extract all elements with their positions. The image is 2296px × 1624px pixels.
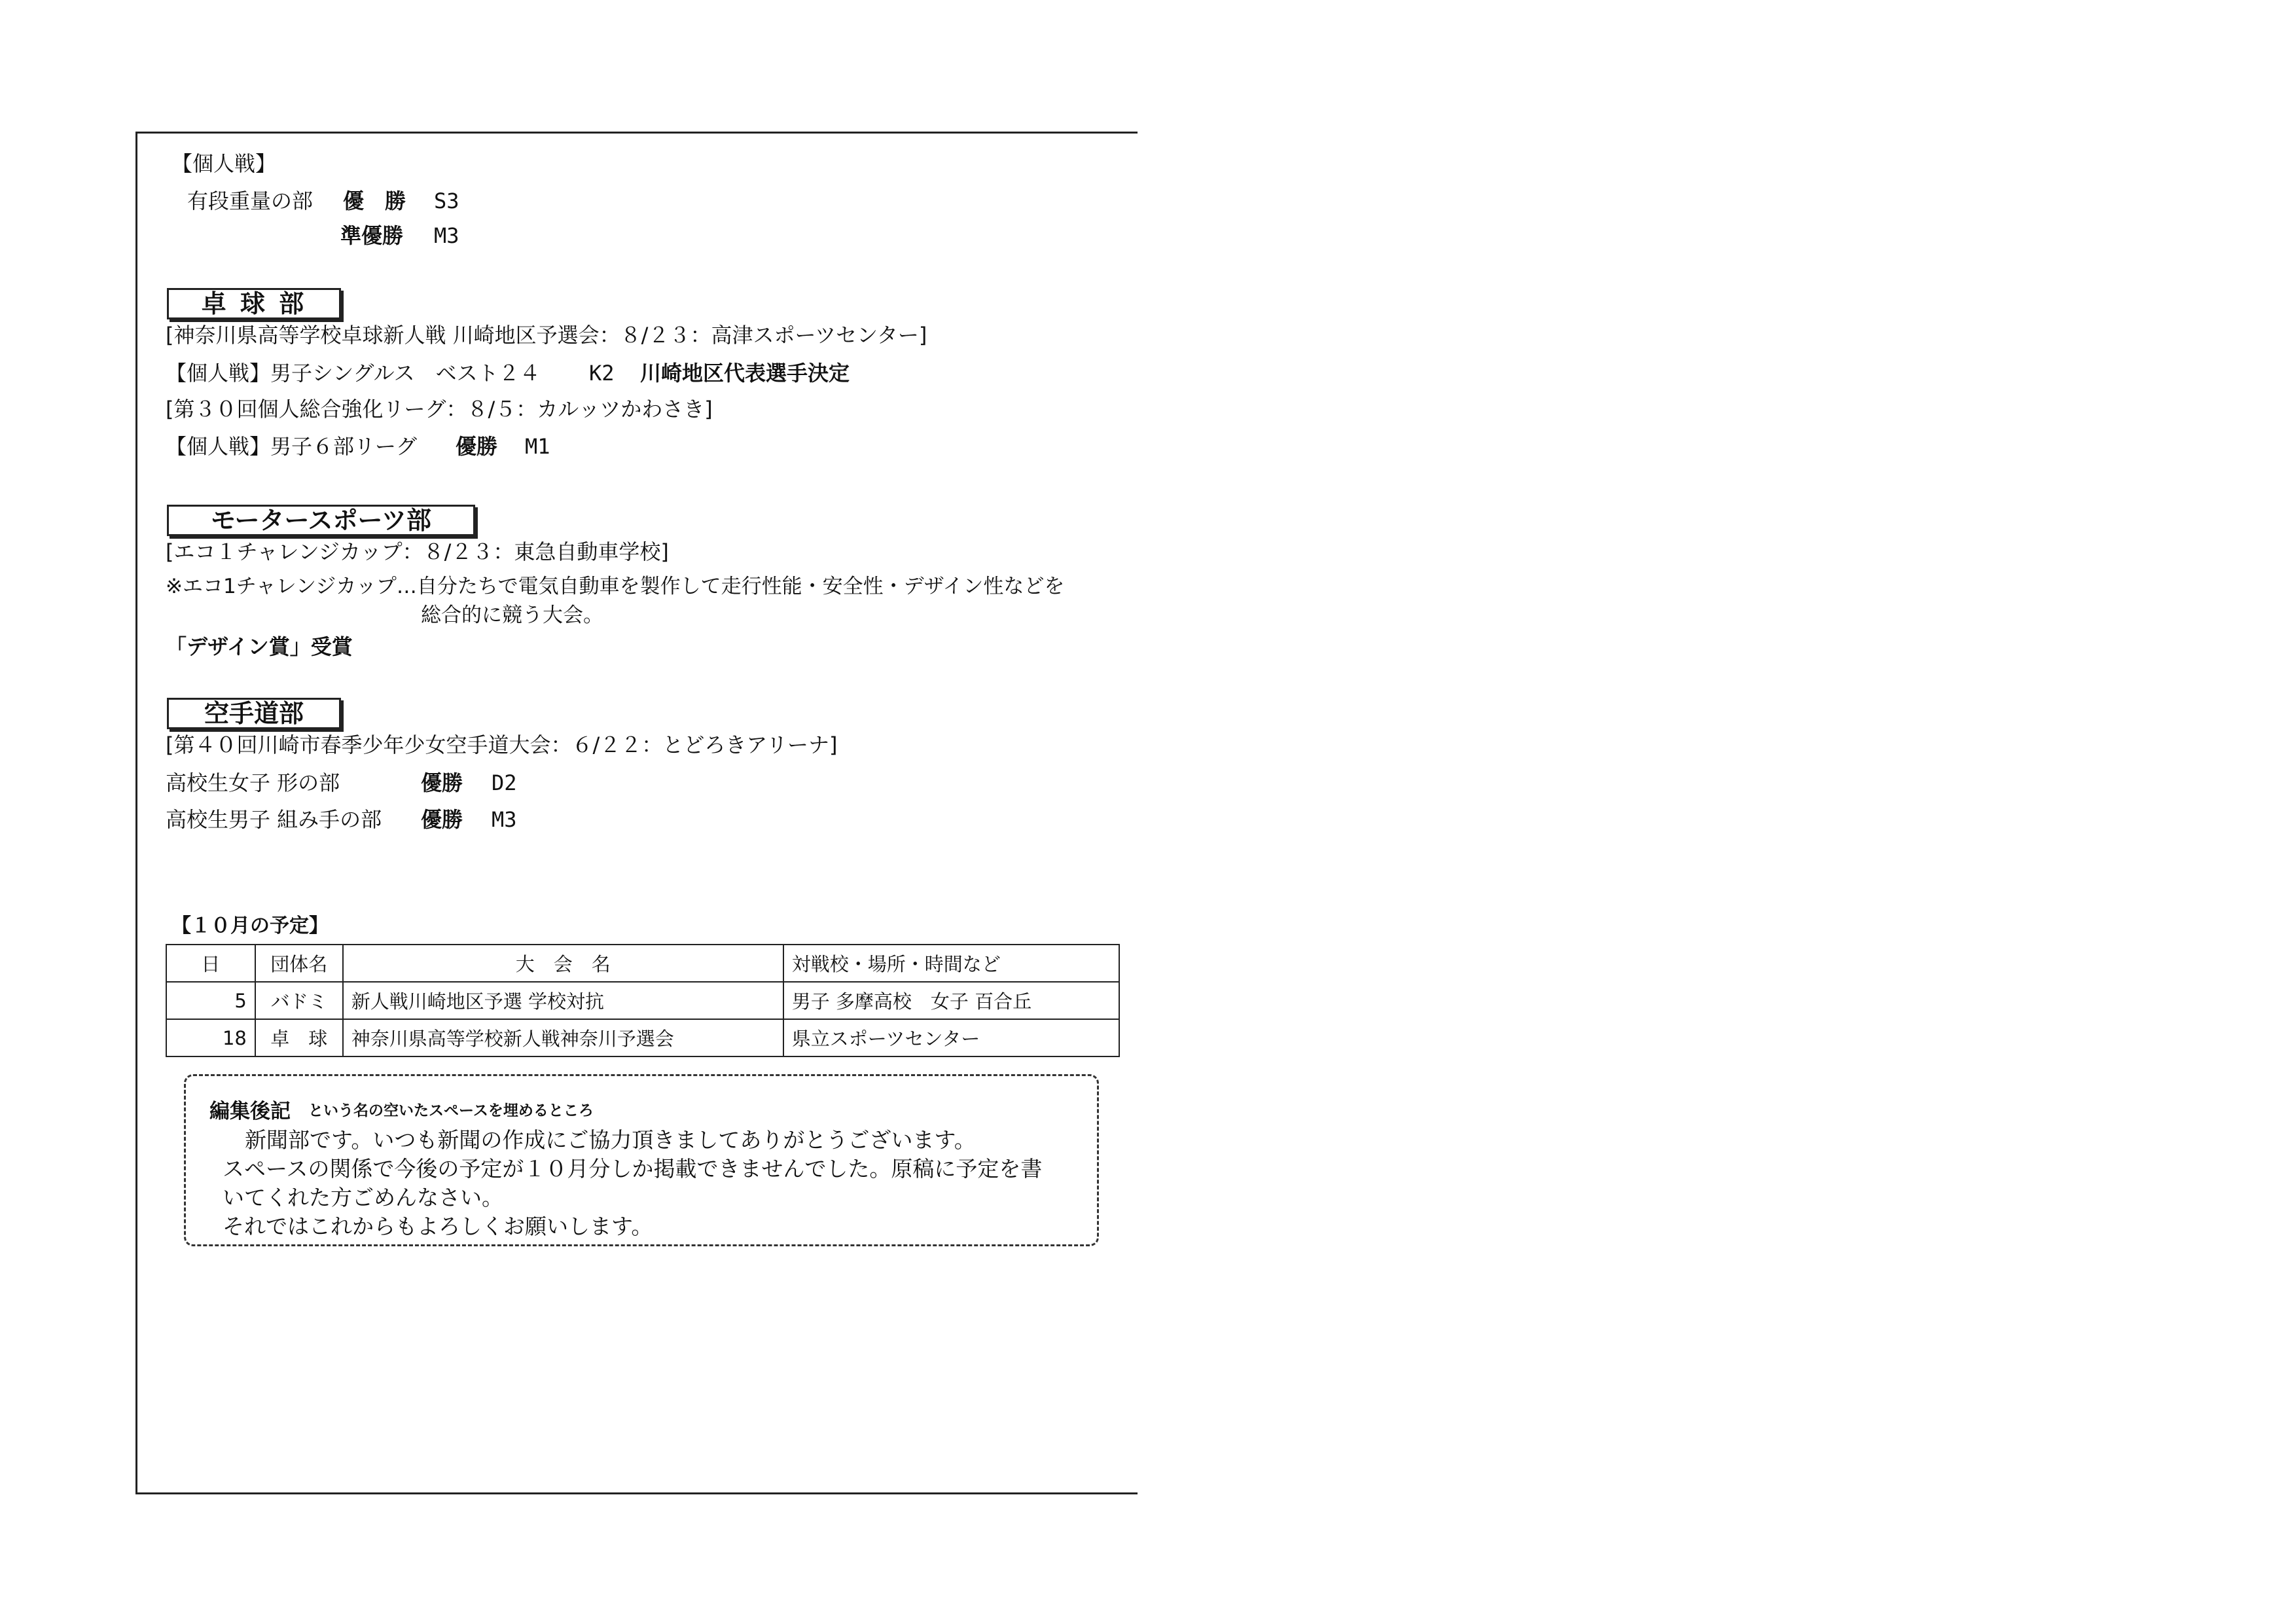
table-tennis-event1: [神奈川県高等学校卓球新人戦 川崎地区予選会：８/２３：高津スポーツセンター] (166, 323, 927, 348)
schedule-cell-event: 神奈川県高等学校新人戦神奈川予選会 (343, 1019, 783, 1056)
table-tennis-result2-prefix: 【個人戦】男子６部リーグ (166, 434, 418, 459)
editors-note-line3: いてくれた方ごめんなさい。 (223, 1185, 503, 1210)
schedule-table (166, 944, 1120, 1057)
karate-row2-winner: M3 (492, 807, 517, 832)
table-tennis-result1-prefix: 【個人戦】男子シングルス ベスト２４ (166, 361, 541, 386)
schedule-cell-club: バドミ (255, 982, 343, 1019)
karate-row1-winner: D2 (492, 770, 517, 795)
schedule-title: 【１０月の予定】 (171, 914, 329, 937)
karate-event: [第４０回川崎市春季少年少女空手道大会：６/２２：とどろきアリーナ] (166, 732, 838, 757)
schedule-header-day: 日 (166, 945, 255, 982)
editors-note-subtitle: という名の空いたスペースを埋めるところ (308, 1102, 594, 1119)
karate-row1-label: 優勝 (421, 770, 463, 795)
table-tennis-result2-winner: M1 (525, 434, 550, 459)
karate-row1-division: 高校生女子 形の部 (166, 770, 340, 795)
motorsports-event: [エコ１チャレンジカップ：８/２３：東急自動車学校] (166, 539, 669, 564)
table-tennis-result2-label: 優勝 (456, 434, 498, 459)
karate-row2-division: 高校生男子 組み手の部 (166, 807, 382, 832)
schedule-cell-details: 県立スポーツセンター (783, 1019, 1119, 1056)
judo-result2-winner: M3 (434, 223, 459, 248)
schedule-header-event: 大 会 名 (343, 945, 783, 982)
editors-note-line4: それではこれからもよろしくお願いします。 (223, 1214, 653, 1239)
table-row (166, 982, 1119, 1019)
judo-division: 有段重量の部 (187, 189, 314, 213)
table-row (166, 1019, 1119, 1056)
motorsports-award: 「デザイン賞」受賞 (166, 634, 353, 659)
editors-note-line1: 新聞部です。いつも新聞の作成にご協力頂きましてありがとうございます。 (245, 1127, 976, 1153)
table-tennis-event2: [第３０回個人総合強化リーグ：８/５：カルッツかわさき] (166, 397, 713, 422)
schedule-header-details: 対戦校・場所・時間など (783, 945, 1119, 982)
karate-row2-label: 優勝 (421, 807, 463, 832)
schedule-header-row (166, 945, 1119, 982)
karate-heading: 空手道部 (167, 698, 341, 729)
schedule-cell-event: 新人戦川崎地区予選 学校対抗 (343, 982, 783, 1019)
judo-result2-label: 準優勝 (340, 223, 404, 248)
editors-note-line2: スペースの関係で今後の予定が１０月分しか掲載できませんでした。原稿に予定を書 (223, 1156, 1043, 1182)
judo-result1-winner: S3 (434, 189, 459, 213)
table-tennis-result1-note: 川崎地区代表選手決定 (640, 361, 850, 386)
judo-result1-label: 優 勝 (343, 189, 406, 213)
table-tennis-heading: 卓 球 部 (167, 288, 341, 319)
motorsports-heading: モータースポーツ部 (167, 505, 475, 536)
table-tennis-result1-winner: K2 (589, 361, 615, 386)
schedule-header-club: 団体名 (255, 945, 343, 982)
judo-kojinsen-label: 【個人戦】 (171, 151, 277, 176)
frame-left-rule (135, 132, 137, 1494)
frame-bottom-rule (135, 1492, 1138, 1494)
schedule-cell-day: 5 (166, 982, 255, 1019)
frame-top-rule (135, 132, 1138, 134)
motorsports-note-line1: ※エコ1チャレンジカップ…自分たちで電気自動車を製作して走行性能・安全性・デザイン性などを (166, 575, 1065, 598)
schedule-cell-details: 男子 多摩高校 女子 百合丘 (783, 982, 1119, 1019)
editors-note-box (184, 1074, 1099, 1246)
schedule-cell-day: 18 (166, 1019, 255, 1056)
motorsports-note-line2: 総合的に競う大会。 (421, 604, 603, 627)
schedule-cell-club: 卓 球 (255, 1019, 343, 1056)
editors-note-title: 編集後記 (209, 1100, 291, 1123)
